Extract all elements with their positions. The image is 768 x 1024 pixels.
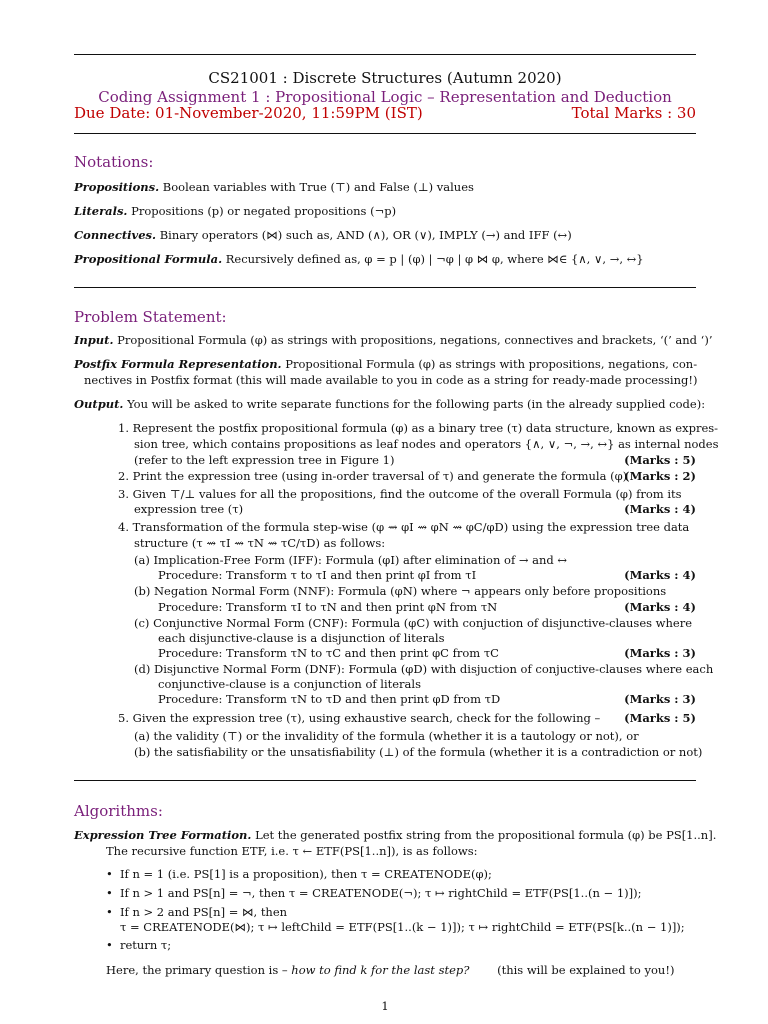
item-4-line-1: 4. Transformation of the formula step-wise (φ ⇝ φI ⇝ φN ⇝ φC/φD) using the expression tree data <box>118 520 690 534</box>
output-text: You will be asked to write separate functions for the following parts (in the already supplied code): <box>127 397 706 411</box>
bullet-dot: • <box>106 867 113 881</box>
postfix-line <box>74 356 696 372</box>
bullet-item-continuation: τ = CREATENODE(⋈); τ ↦ leftChild = ETF(PS[1..(k − 1)]); τ ↦ rightChild = ETF(PS[k..(n − 1)]); <box>120 920 685 934</box>
notation-label: Connectives. <box>74 228 157 242</box>
notation-text: Propositions (p) or negated propositions (¬p) <box>131 204 397 218</box>
item-3-marks: (Marks : 4) <box>624 502 696 516</box>
item-5b: (b) the satisfiability or the unsatisfiability (⊥) of the formula (whether it is a contradiction or not) <box>134 745 703 759</box>
item-4a-marks: (Marks : 4) <box>624 568 696 582</box>
notation-propositions <box>74 179 696 195</box>
item-3-line-1: 3. Given ⊤/⊥ values for all the propositions, find the outcome of the overall Formula (φ) from its <box>118 487 682 501</box>
section-rule <box>74 287 696 288</box>
item-4b-marks: (Marks : 4) <box>624 600 696 614</box>
item-4c-line-2: each disjunctive-clause is a disjunction of literals <box>158 631 445 645</box>
input-label: Input. <box>74 333 114 347</box>
notation-text: Recursively defined as, φ = p | (φ) | ¬φ | φ ⋈ φ, where ⋈∈ {∧, ∨, →, ↔} <box>225 252 644 266</box>
notation-formula <box>74 251 696 267</box>
etf-label: Expression Tree Formation. <box>74 828 252 842</box>
notation-label: Literals. <box>74 204 128 218</box>
item-4d-line-1: (d) Disjunctive Normal Form (DNF): Formula (φD) with disjuction of conjuctive-clauses where each <box>134 662 714 676</box>
postfix-label: Postfix Formula Representation. <box>74 357 282 371</box>
top-rule <box>74 54 696 55</box>
closing-question: how to find k for the last step? <box>291 963 470 977</box>
item-4b-line-1: (b) Negation Normal Form (NNF): Formula (φN) where ¬ appears only before propositions <box>134 584 667 598</box>
output-line <box>74 396 706 412</box>
page-number: 1 <box>381 999 389 1013</box>
bullet-item: return τ; <box>120 938 172 952</box>
bullet-item: If n = 1 (i.e. PS[1] is a proposition), then τ = CREATENODE(φ); <box>120 867 492 881</box>
item-5-line-1: 5. Given the expression tree (τ), using exhaustive search, check for the following – <box>118 711 601 725</box>
notation-text: Boolean variables with True (⊤) and False (⊥) values <box>162 180 474 194</box>
notations-heading: Notations: <box>74 153 154 171</box>
section-rule <box>74 780 696 781</box>
item-4c-line-1: (c) Conjunctive Normal Form (CNF): Formula (φC) with conjuction of disjunctive-clauses where <box>134 616 693 630</box>
input-line <box>74 332 713 348</box>
item-3-line-2: expression tree (τ) <box>134 502 244 516</box>
problem-heading: Problem Statement: <box>74 308 227 326</box>
item-2-marks: (Marks : 2) <box>624 469 696 483</box>
header-rule <box>74 133 696 134</box>
course-title: CS21001 : Discrete Structures (Autumn 2020) <box>208 69 562 87</box>
item-4d-line-2: conjunctive-clause is a conjunction of literals <box>158 677 421 691</box>
postfix-line-2: nectives in Postfix format (this will made available to you in code as a string for ready-made processing!) <box>84 373 698 387</box>
item-4d-procedure: Procedure: Transform τN to τD and then print φD from τD <box>158 692 501 706</box>
bullet-item: If n > 2 and PS[n] = ⋈, then <box>120 905 288 919</box>
notation-label: Propositional Formula. <box>74 252 223 266</box>
etf-line-1 <box>74 827 717 843</box>
input-text: Propositional Formula (φ) as strings with propositions, negations, connectives and brackets, ‘(’ and ‘)’ <box>117 333 713 347</box>
item-4c-procedure: Procedure: Transform τN to τC and then print φC from τC <box>158 646 499 660</box>
item-1-line-2: sion tree, which contains propositions as leaf nodes and operators {∧, ∨, ¬, →, ↔} as internal nodes <box>134 437 719 451</box>
etf-text: Let the generated postfix string from the propositional formula (φ) be PS[1..n]. <box>255 828 717 842</box>
notation-connectives <box>74 227 696 243</box>
item-5-marks: (Marks : 5) <box>624 711 696 725</box>
item-2-line-1: 2. Print the expression tree (using in-order traversal of τ) and generate the formula (φ) <box>118 469 628 483</box>
bullet-item: If n > 1 and PS[n] = ¬, then τ = CREATENODE(¬); τ ↦ rightChild = ETF(PS[1..(n − 1)]); <box>120 886 642 900</box>
output-label: Output. <box>74 397 124 411</box>
bullet-dot: • <box>106 886 113 900</box>
due-date: Due Date: 01-November-2020, 11:59PM (IST) <box>74 104 423 122</box>
etf-line-2: The recursive function ETF, i.e. τ ← ETF(PS[1..n]), is as follows: <box>106 844 478 858</box>
item-4a-line-1: (a) Implication-Free Form (IFF): Formula (φI) after elimination of → and ↔ <box>134 553 568 567</box>
assignment-title: Coding Assignment 1 : Propositional Logic – Representation and Deduction <box>98 88 672 106</box>
item-1-line-3: (refer to the left expression tree in Figure 1) <box>134 453 395 467</box>
notation-label: Propositions. <box>74 180 160 194</box>
algorithms-heading: Algorithms: <box>74 802 163 820</box>
item-4c-marks: (Marks : 3) <box>624 646 696 660</box>
closing-line <box>106 962 728 978</box>
closing-note: (this will be explained to you!) <box>497 963 675 977</box>
item-4b-procedure: Procedure: Transform τI to τN and then print φN from τN <box>158 600 498 614</box>
notation-literals <box>74 203 696 219</box>
notation-text: Binary operators (⋈) such as, AND (∧), OR (∨), IMPLY (→) and IFF (↔) <box>159 228 572 242</box>
document-page <box>74 0 719 1024</box>
item-4a-procedure: Procedure: Transform τ to τI and then print φI from τI <box>158 568 477 582</box>
total-marks: Total Marks : 30 <box>571 104 696 122</box>
item-4-line-2: structure (τ ⇝ τI ⇝ τN ⇝ τC/τD) as follows: <box>134 536 386 550</box>
postfix-text: Propositional Formula (φ) as strings with propositions, negations, con- <box>285 357 698 371</box>
bullet-dot: • <box>106 905 113 919</box>
closing-pre: Here, the primary question is – <box>106 963 288 977</box>
item-1-line-1: 1. Represent the postfix propositional formula (φ) as a binary tree (τ) data structure, known as expres- <box>118 421 719 435</box>
bullet-dot: • <box>106 938 113 952</box>
item-4d-marks: (Marks : 3) <box>624 692 696 706</box>
item-5a: (a) the validity (⊤) or the invalidity of the formula (whether it is a tautology or not), or <box>134 729 639 743</box>
item-1-marks: (Marks : 5) <box>624 453 696 467</box>
